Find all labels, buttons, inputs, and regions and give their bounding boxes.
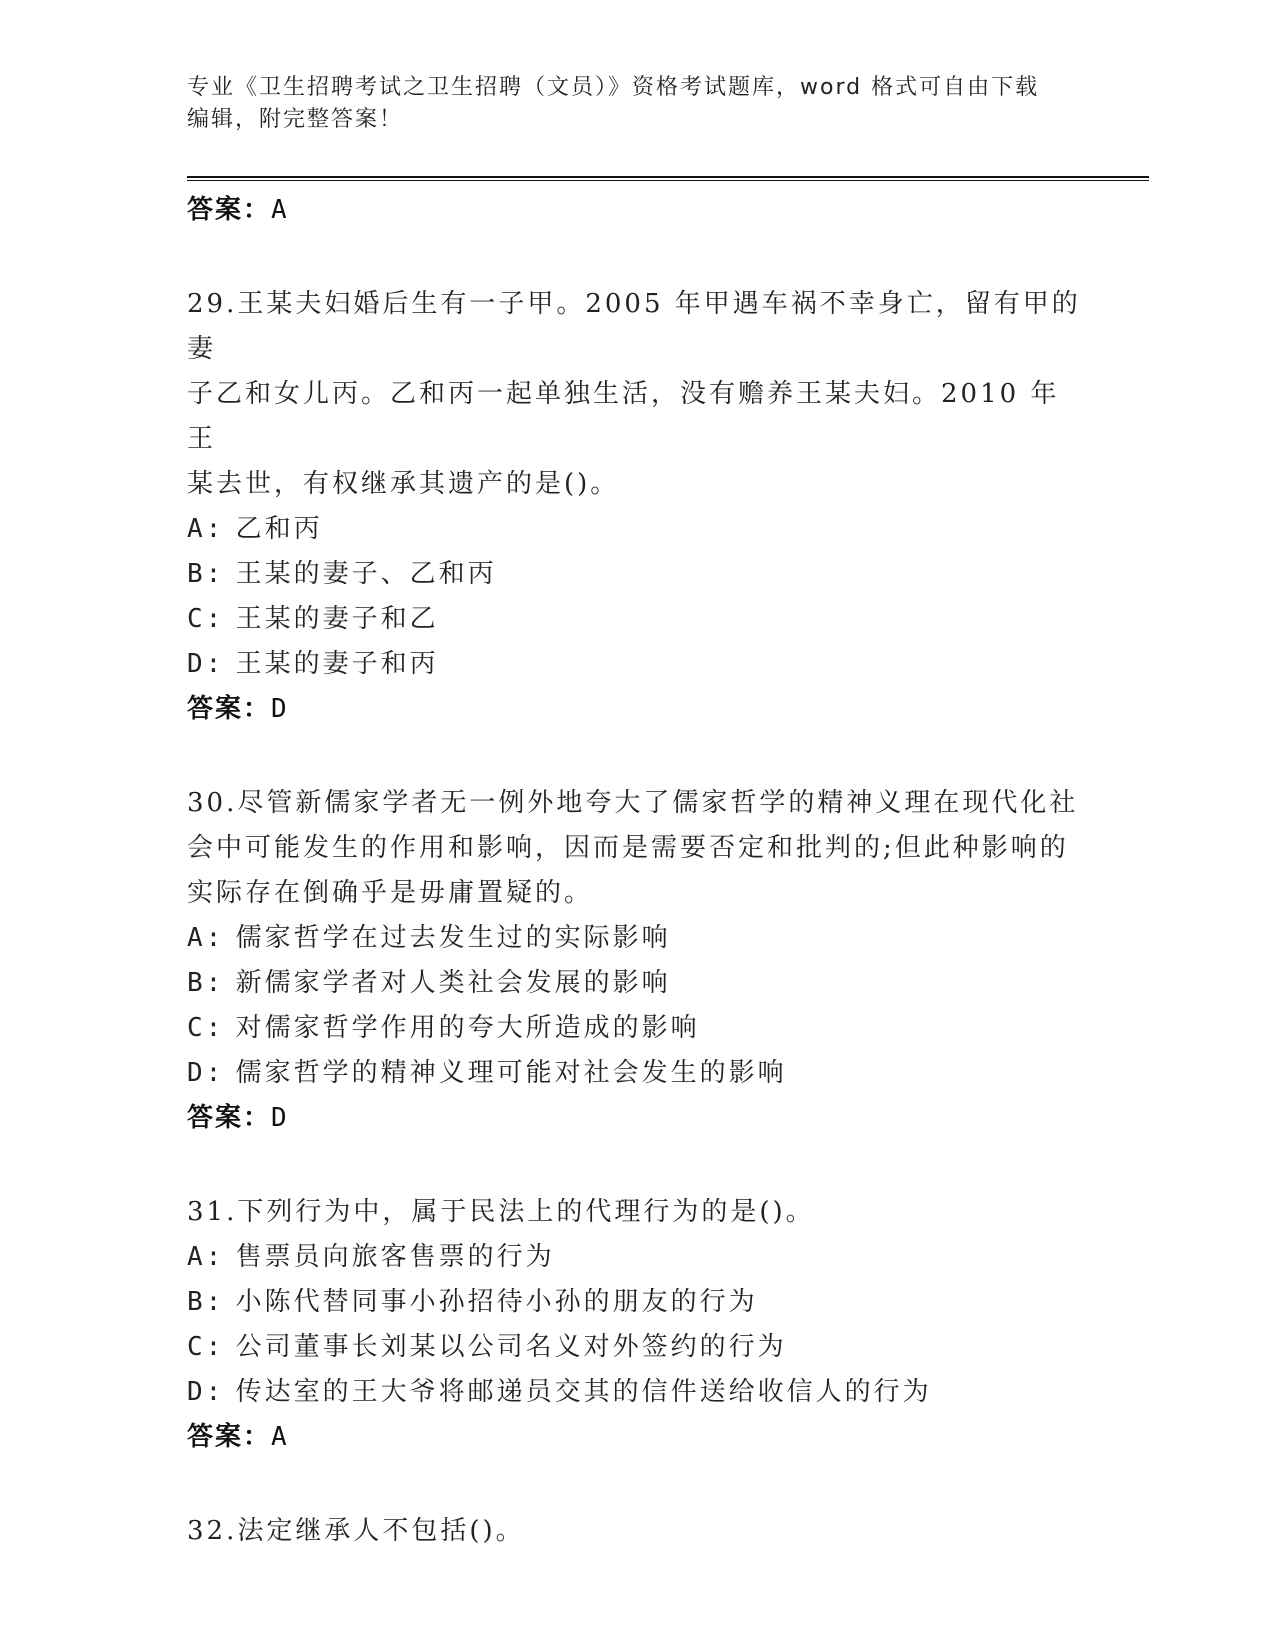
option-text: 儒家哲学在过去发生过的实际影响: [235, 923, 671, 953]
option-text: 儒家哲学的精神义理可能对社会发生的影响: [235, 1058, 787, 1088]
option-d: [187, 1051, 1087, 1096]
answer-line: [187, 188, 1087, 232]
option-letter: A:: [187, 514, 225, 544]
option-letter: A:: [187, 1242, 225, 1272]
question-text-line: 子乙和女儿丙。乙和丙一起单独生活，没有赡养王某夫妇。2010 年王: [187, 379, 1060, 454]
option-letter: D:: [187, 649, 225, 679]
option-letter: B:: [187, 1287, 225, 1317]
question-text-line: 30.尽管新儒家学者无一例外地夸大了儒家哲学的精神义理在现代化社: [187, 788, 1079, 818]
question-30: [187, 781, 1087, 1140]
option-letter: C:: [187, 1013, 225, 1043]
question-32: [187, 1509, 1087, 1554]
option-text: 乙和丙: [235, 514, 323, 544]
answer-label: 答案：: [187, 1103, 272, 1133]
option-text: 新儒家学者对人类社会发展的影响: [235, 968, 671, 998]
option-a: [187, 1235, 1087, 1280]
option-text: 王某的妻子和乙: [235, 604, 439, 634]
option-letter: D:: [187, 1058, 225, 1088]
option-text: 售票员向旅客售票的行为: [235, 1242, 555, 1272]
question-text-line: 31.下列行为中，属于民法上的代理行为的是()。: [187, 1197, 815, 1227]
question-text-line: 会中可能发生的作用和影响，因而是需要否定和批判的;但此种影响的: [187, 833, 1069, 863]
option-text: 小陈代替同事小孙招待小孙的朋友的行为: [235, 1287, 758, 1317]
option-text: 王某的妻子、乙和丙: [235, 559, 497, 589]
option-d: [187, 642, 1087, 687]
question-list: [187, 188, 1087, 1554]
option-b: [187, 552, 1087, 597]
option-text: 传达室的王大爷将邮递员交其的信件送给收信人的行为: [235, 1377, 932, 1407]
option-letter: B:: [187, 559, 225, 589]
option-text: 公司董事长刘某以公司名义对外签约的行为: [235, 1332, 787, 1362]
header-line-2: 编辑，附完整答案！: [187, 107, 404, 132]
option-letter: B:: [187, 968, 225, 998]
question-text-line: 某去世，有权继承其遗产的是()。: [187, 469, 620, 499]
option-b: [187, 961, 1087, 1006]
question-29: [187, 282, 1087, 731]
header-rule-bottom: [187, 180, 1149, 181]
answer-value: D: [271, 1103, 289, 1133]
answer-label: 答案：: [187, 195, 272, 225]
option-letter: A:: [187, 923, 225, 953]
option-b: [187, 1280, 1087, 1325]
document-header: [187, 72, 1087, 136]
answer-line: [187, 1415, 1087, 1459]
answer-label: 答案：: [187, 694, 272, 724]
answer-line: [187, 687, 1087, 731]
answer-label: 答案：: [187, 1422, 272, 1452]
option-letter: D:: [187, 1377, 225, 1407]
option-a: [187, 916, 1087, 961]
answer-value: A: [271, 195, 289, 225]
question-text-line: 32.法定继承人不包括()。: [187, 1516, 525, 1546]
question-text-line: 29.王某夫妇婚后生有一子甲。2005 年甲遇车祸不幸身亡，留有甲的妻: [187, 289, 1081, 364]
option-c: [187, 1006, 1087, 1051]
question-text-line: 实际存在倒确乎是毋庸置疑的。: [187, 878, 594, 908]
answer-value: D: [271, 694, 289, 724]
answer-value: A: [271, 1422, 289, 1452]
option-letter: C:: [187, 1332, 225, 1362]
option-letter: C:: [187, 604, 225, 634]
header-line-1: 专业《卫生招聘考试之卫生招聘（文员）》资格考试题库，word 格式可自由下载: [187, 75, 1040, 100]
header-rule-top: [187, 176, 1149, 178]
option-text: 对儒家哲学作用的夸大所造成的影响: [235, 1013, 700, 1043]
option-c: [187, 597, 1087, 642]
option-d: [187, 1370, 1087, 1415]
answer-line: [187, 1096, 1087, 1140]
option-c: [187, 1325, 1087, 1370]
question-31: [187, 1190, 1087, 1459]
option-text: 王某的妻子和丙: [235, 649, 439, 679]
option-a: [187, 507, 1087, 552]
